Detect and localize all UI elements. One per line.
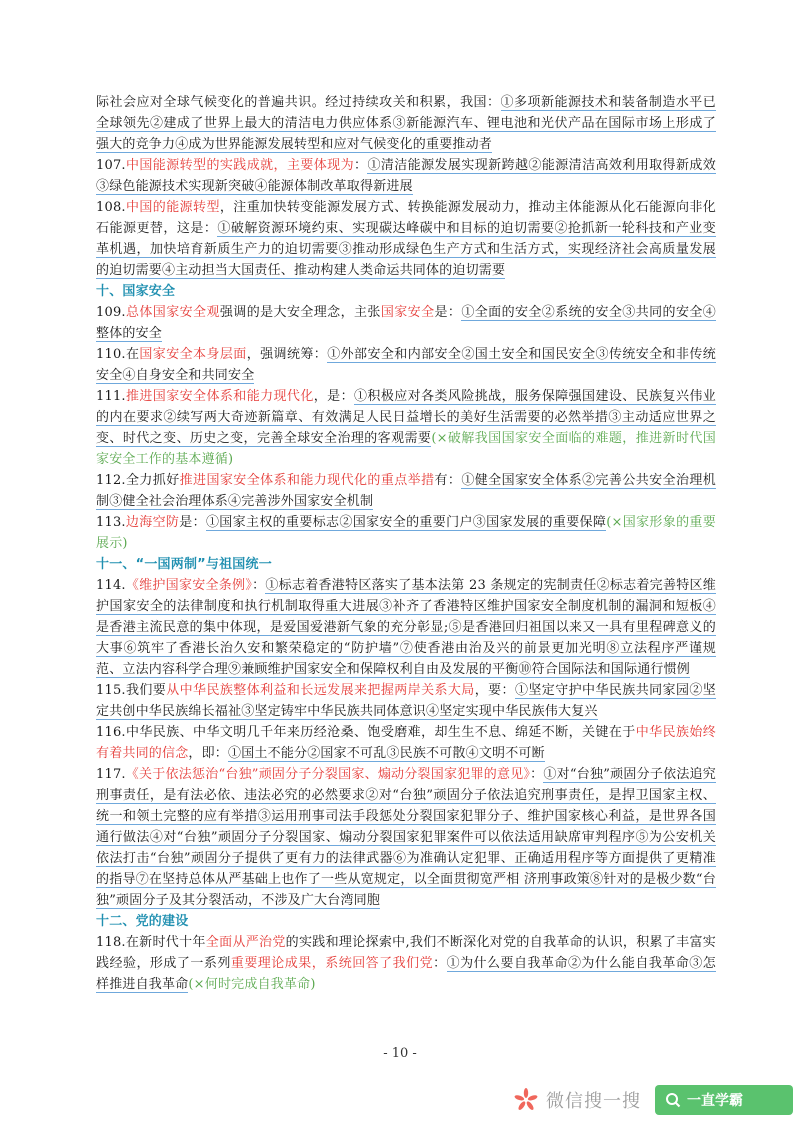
keyword-red: 从中华民族整体利益和长远发展来把握两岸关系大局 bbox=[166, 683, 475, 698]
plain-text: 有： bbox=[434, 473, 462, 488]
keyword-red: 推进国家安全体系和能力现代化的重点举措 bbox=[179, 473, 435, 488]
watermark-search-text: 微信搜一搜 bbox=[546, 1090, 641, 1112]
underlined-answer: ①多项新能源技术和装备制造水平已全球领先②建成了世界上最大的清洁电力供应体系③新能源汽车、锂电池和光伏产品在国际市场上形成了强大的竞争力④成为世界能源发展转型和应对气候变化的重要推动者 bbox=[96, 95, 716, 152]
keyword-red: 全面从严治党 bbox=[205, 935, 286, 950]
underlined-answer: ①标志着香港特区落实了基本法第 23 条规定的宪制责任②标志着完善特区维护国家安全的法律制度和执行机制取得重大进展③补齐了香港特区维护国家安全制度机制的漏洞和短板④是香港主流民意的集中体现，是爱国爱港新气象的充分彰显;⑤是香港回归祖国以来又一具有里程碑意义的大事⑥筑牢了香港长治久安和繁荣稳定的“防护墙”⑦使香港由治及兴的前景更加光明⑧立法程序严谨规范、立法内容科学合理⑨兼顾维护国家安全和保障权利自由及发展的平衡⑩符合国际法和国际通行惯例 bbox=[96, 578, 716, 677]
plain-text: 的实践和理论探索中,我们不断深化对党的自我革命的认识，积累了丰富实践经验，形成了一系列 bbox=[96, 935, 717, 971]
plain-text: ，强调统筹： bbox=[246, 347, 328, 362]
keyword-red: 总体国家安全观 bbox=[125, 305, 220, 320]
plain-text: 116.中华民族、中华文明几千年来历经沧桑、饱受磨难，却生生不息、绵延不断，关键在于 bbox=[96, 725, 636, 740]
underlined-answer: ①全面的安全②系统的安全③共同的安全④整体的安全 bbox=[96, 305, 716, 341]
section-heading: 十二、党的建设 bbox=[96, 914, 189, 929]
keyword-red: 《关于依法惩治“台独”顽固分子分裂国家、煽动分裂国家犯罪的意见》 bbox=[125, 767, 531, 782]
plain-text: 113. bbox=[96, 515, 126, 530]
keyword-red: 国家安全 bbox=[380, 305, 435, 320]
underlined-answer: ①国土不能分②国家不可乱③民族不可散④文明不可断 bbox=[228, 746, 545, 761]
plain-text: ： bbox=[354, 158, 368, 173]
paragraph bbox=[96, 764, 716, 911]
paragraph bbox=[96, 512, 716, 554]
underlined-answer: ①积极应对各类风险挑战，服务保障强国建设、民族复兴伟业的内在要求②续写两大奇迹新篇章、有效满足人民日益增长的美好生活需要的必然举措③主动适应世界之变、时代之变、历史之变，完善全球安全治理的客观需要 bbox=[96, 389, 716, 446]
paragraph bbox=[96, 722, 716, 764]
plain-text: 110.在 bbox=[96, 347, 140, 362]
plain-text: ： bbox=[530, 767, 544, 782]
underlined-answer: ①国家主权的重要标志②国家安全的重要门户③国家发展的重要保障 bbox=[205, 515, 607, 530]
underlined-answer: ①坚定守护中华民族共同家园②坚定共创中华民族绵长福祉③坚定铸牢中华民族共同体意识④坚定实现中华民族伟大复兴 bbox=[96, 683, 716, 719]
keyword-red: 中华民族始终有着共同的信念 bbox=[96, 725, 716, 761]
underlined-answer: ①外部安全和内部安全②国土安全和国民安全③传统安全和非传统安全④自身安全和共同安全 bbox=[96, 347, 716, 383]
paragraph bbox=[96, 155, 716, 197]
plain-text: 是： bbox=[434, 305, 462, 320]
plain-text: 117. bbox=[96, 767, 126, 782]
watermark-account-label: 一直学霸 bbox=[687, 1092, 743, 1109]
page-number: - 10 - bbox=[383, 1046, 417, 1061]
watermark-account-button[interactable] bbox=[655, 1085, 793, 1115]
keyword-red: 推进国家安全体系和能力现代化 bbox=[125, 389, 314, 404]
plain-text: 108. bbox=[96, 200, 126, 215]
wechat-search-watermark[interactable] bbox=[504, 1076, 800, 1123]
plain-text: 际社会应对全球气候变化的普遍共识。经过持续攻关和积累，我国： bbox=[96, 95, 501, 110]
section-heading: 十、国家安全 bbox=[96, 284, 176, 299]
underlined-answer: ①对“台独”顽固分子依法追究刑事责任，是有法必依、违法必究的必然要求②对“台独”顽固分子依法追究刑事责任，是捍卫国家主权、统一和领土完整的应有举措③运用刑事司法手段惩处分裂国家犯罪分子、维护国家核心利益，是世界各国通行做法④对“台独”顽固分子分裂国家、煽动分裂国家犯罪案件可以依法适用缺席审判程序⑤为公安机关依法打击“台独”顽固分子提供了更有力的法律武器⑥为准确认定犯罪、正确适用程序等方面提供了更精准的指导⑦在坚持总体从严基础上也作了一些从宽规定，以全面贯彻宽严相 济刑事政策⑧针对的是极少数“台独”顽固分子及其分裂活动，不涉及广大台湾同胞 bbox=[96, 767, 716, 908]
paragraph bbox=[96, 92, 716, 155]
paragraph bbox=[96, 197, 716, 281]
keyword-red: 国家安全本身层面 bbox=[139, 347, 247, 362]
plain-text: 109. bbox=[96, 305, 126, 320]
plain-text: 111. bbox=[96, 389, 126, 404]
plain-text: 107. bbox=[96, 158, 126, 173]
paragraph bbox=[96, 680, 716, 722]
plain-text: ，注重加快转变能源发展方式、转换能源发展动力，推动主体能源从化石能源向非化石能源更替，这是： bbox=[96, 200, 716, 236]
paragraph bbox=[96, 932, 716, 995]
paragraph bbox=[96, 386, 716, 470]
paragraph bbox=[96, 302, 716, 344]
keyword-red: 边海空防 bbox=[125, 515, 180, 530]
plain-text: 115.我们要 bbox=[96, 683, 167, 698]
paragraph bbox=[96, 470, 716, 512]
search-icon bbox=[665, 1092, 681, 1108]
note-green: (×国家形象的重要展示) bbox=[96, 515, 716, 551]
plain-text: 114. bbox=[96, 578, 126, 593]
plain-text: 118.在新时代十年 bbox=[96, 935, 206, 950]
note-green: (×何时完成自我革命) bbox=[188, 977, 316, 992]
plain-text: 是： bbox=[179, 515, 206, 530]
keyword-red: 《维护国家安全条例》 bbox=[125, 578, 253, 593]
plain-text: ： bbox=[252, 578, 266, 593]
plain-text: 112.全力抓好 bbox=[96, 473, 180, 488]
underlined-answer: ①清洁能源发展实现新跨越②能源清洁高效利用取得新成效③绿色能源技术实现新突破④能源体制改革取得新进展 bbox=[96, 158, 717, 194]
plain-text: ，是： bbox=[313, 389, 355, 404]
keyword-red: 中国能源转型的实践成就，主要体现为 bbox=[125, 158, 355, 173]
underlined-answer: ①破解资源环境约束、实现碳达峰碳中和目标的迫切需要②抢抓新一轮科技和产业变革机遇，加快培育新质生产力的迫切需要③推动形成绿色生产方式和生活方式，实现经济社会高质量发展的迫切需要④主动担当大国责任、推动构建人类命运共同体的迫切需要 bbox=[96, 221, 716, 278]
wechat-search-logo-icon bbox=[512, 1086, 540, 1114]
note-green: (×破解我国国家安全面临的难题，推进新时代国家安全工作的基本遵循) bbox=[96, 431, 716, 467]
paragraph bbox=[96, 575, 716, 680]
section-heading: 十一、“一国两制”与祖国统一 bbox=[96, 557, 272, 572]
underlined-answer: ①为什么要自我革命②为什么能自我革命③怎样推进自我革命 bbox=[96, 956, 716, 992]
plain-text: ，即： bbox=[188, 746, 229, 761]
paragraph bbox=[96, 344, 716, 386]
plain-text: ，要： bbox=[474, 683, 515, 698]
plain-text: 强调的是大安全理念，主张 bbox=[219, 305, 381, 320]
plain-text: ： bbox=[433, 956, 447, 971]
document-body bbox=[96, 92, 716, 995]
keyword-red: 重要理论成果，系统回答了我们党 bbox=[230, 956, 434, 971]
keyword-red: 中国的能源转型 bbox=[125, 200, 220, 215]
underlined-answer: ①健全国家安全体系②完善公共安全治理机制③健全社会治理体系④完善涉外国家安全机制 bbox=[96, 473, 716, 509]
